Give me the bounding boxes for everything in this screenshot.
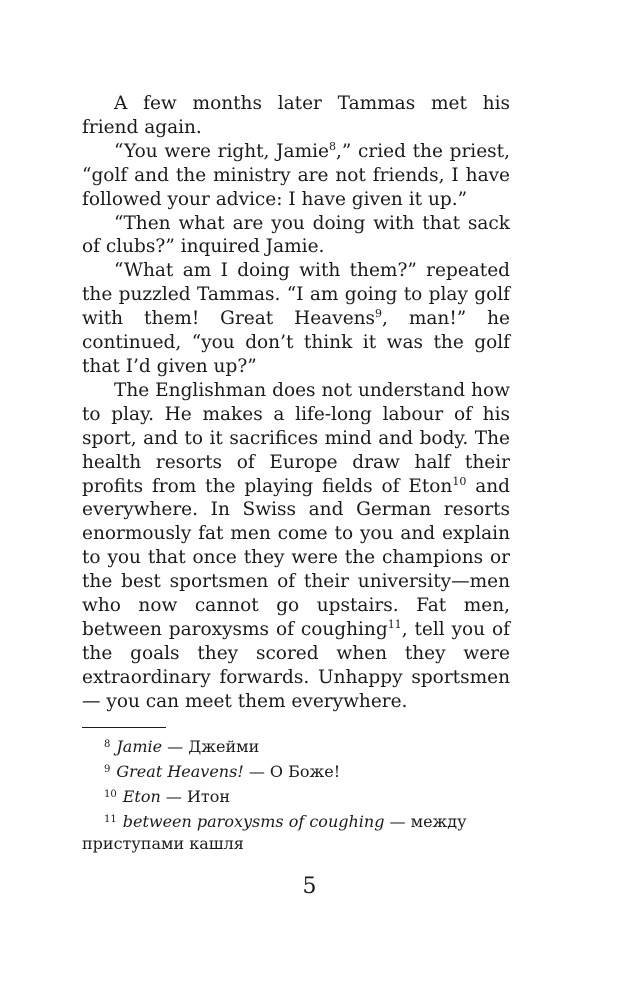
paragraph-text: “What am I doing with them?” repeated the puzzled Tammas. “I am going to play golf with them! Great Heavens — [82, 260, 510, 330]
footnote-term: Eton — [122, 786, 161, 806]
footnote-ref: 10 — [452, 474, 467, 488]
paragraph-text: and everywhere. In Swiss and German resorts enormously fat men come to you and explain to you that once they were the champions or the best sportsmen of their university—men who now cannot go upstairs. Fat men, between paroxysms of coughing — [82, 475, 510, 640]
paragraph-text: “Then what are you doing with that sack of clubs?” inquired Jamie. — [82, 212, 510, 258]
paragraph-text: A few months later Tammas met his friend again. — [82, 93, 510, 138]
footnote-number: 11 — [104, 813, 117, 825]
footnote-translation: О Боже! — [269, 761, 341, 781]
footnote-8 — [82, 736, 510, 758]
footnote-11 — [82, 811, 510, 855]
footnote-term: Jamie — [116, 736, 163, 756]
page-content — [82, 92, 510, 858]
body-text — [82, 92, 510, 714]
footnote-separator: — — [162, 736, 189, 756]
footnote-term: between paroxysms of coughing — [122, 811, 385, 831]
footnote-number: 8 — [104, 738, 111, 750]
paragraph-text: ,” cried the priest, “golf and the ministry are not friends, I have followed your advice: I have given it up.” — [82, 140, 510, 210]
footnote-ref: 9 — [375, 307, 383, 321]
footnote-number: 9 — [104, 763, 111, 775]
paragraph-3 — [82, 212, 510, 260]
paragraph-text: , man!” he continued, “you don’t think it was the golf that I’d given up?” — [82, 308, 510, 377]
footnote-term: Great Heavens! — [116, 761, 244, 781]
footnote-separator: — — [160, 786, 187, 806]
footnotes — [82, 736, 510, 855]
footnote-9 — [82, 761, 510, 783]
footnote-number: 10 — [104, 788, 117, 800]
footnote-translation: Джейми — [188, 736, 260, 756]
footnote-10 — [82, 786, 510, 808]
footnote-separator: — — [243, 761, 270, 781]
paragraph-4 — [82, 259, 510, 379]
footnote-divider — [82, 727, 166, 728]
paragraph-2 — [82, 140, 510, 212]
footnote-translation: между приступами кашля — [82, 811, 467, 853]
paragraph-text: The Englishman does not understand how to play. He makes a life-long labour of his sport, and to it sacrifices mind and body. The health resorts of Europe draw half their profits from the playing fields of Eton — [82, 379, 510, 497]
paragraph-text: “You were right, Jamie — [114, 140, 329, 162]
paragraph-5 — [82, 379, 510, 714]
footnote-separator: — — [384, 811, 411, 831]
page-number: 5 — [302, 874, 317, 899]
footnote-translation: Итон — [186, 786, 231, 806]
paragraph-text: , tell you of the goals they scored when they were extraordinary forwards. Unhappy sportsmen — you can meet them everywhere. — [82, 618, 510, 712]
footnote-ref: 8 — [328, 139, 336, 153]
paragraph-1 — [82, 92, 510, 140]
footnote-ref: 11 — [387, 617, 402, 631]
